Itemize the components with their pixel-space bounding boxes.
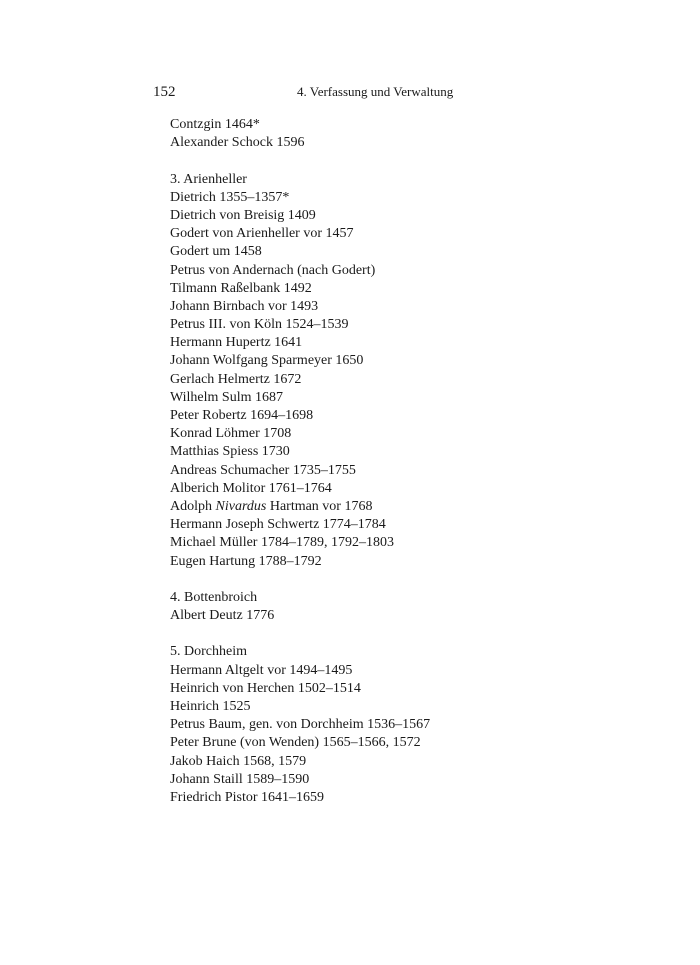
section-spacer bbox=[170, 152, 590, 170]
list-item: Contzgin 1464* bbox=[170, 117, 260, 132]
list-item: Albert Deutz 1776 bbox=[170, 608, 275, 624]
list-item: Peter Robertz 1694–1698 bbox=[170, 408, 314, 423]
section-title: 4. Bottenbroich bbox=[170, 589, 258, 605]
list-item: Petrus von Andernach (nach Godert) bbox=[170, 262, 376, 278]
list-item: Alberich Molitor 1761–1764 bbox=[170, 480, 332, 496]
entry-italic-text: Nivardus bbox=[215, 498, 267, 514]
list-item: Friedrich Pistor 1641–1659 bbox=[170, 789, 324, 805]
list-item: Johann Wolfgang Sparmeyer 1650 bbox=[170, 353, 364, 369]
list-item: Hermann Hupertz 1641 bbox=[170, 335, 303, 351]
list-item: Godert um 1458 bbox=[170, 244, 262, 260]
section-spacer bbox=[170, 625, 590, 643]
section-title: 5. Dorchheim bbox=[170, 644, 247, 660]
list-item: Andreas Schumacher 1735–1755 bbox=[170, 462, 356, 478]
list-item: Hermann Joseph Schwertz 1774–1784 bbox=[170, 517, 386, 533]
section-title: 3. Arienheller bbox=[170, 171, 247, 187]
list-item: Jakob Haich 1568, 1579 bbox=[170, 753, 307, 769]
list-item: Dietrich 1355–1357* bbox=[170, 189, 290, 205]
page-number: 152 bbox=[153, 84, 176, 100]
list-item: Konrad Löhmer 1708 bbox=[170, 426, 292, 442]
entry-text: Hartman vor 1768 bbox=[266, 498, 373, 514]
list-item: Peter Brune (von Wenden) 1565–1566, 1572 bbox=[170, 735, 421, 751]
list-content bbox=[170, 116, 590, 807]
section-spacer bbox=[170, 571, 590, 589]
list-item: Hermann Altgelt vor 1494–1495 bbox=[170, 662, 353, 678]
list-item: Johann Birnbach vor 1493 bbox=[170, 298, 319, 314]
list-item: Dietrich von Breisig 1409 bbox=[170, 207, 316, 223]
list-item: Michael Müller 1784–1789, 1792–1803 bbox=[170, 535, 394, 551]
list-item: Petrus III. von Köln 1524–1539 bbox=[170, 317, 349, 333]
list-item: Heinrich von Herchen 1502–1514 bbox=[170, 680, 361, 696]
list-item: Eugen Hartung 1788–1792 bbox=[170, 553, 322, 569]
list-item: Tilmann Raßelbank 1492 bbox=[170, 280, 312, 296]
list-item: Alexander Schock 1596 bbox=[170, 135, 305, 151]
list-item: Heinrich 1525 bbox=[170, 699, 251, 714]
list-item: Gerlach Helmertz 1672 bbox=[170, 371, 302, 387]
list-item: Johann Staill 1589–1590 bbox=[170, 771, 310, 787]
list-item: Matthias Spiess 1730 bbox=[170, 444, 290, 460]
list-item: Godert von Arienheller vor 1457 bbox=[170, 226, 354, 242]
page-header bbox=[153, 84, 453, 104]
running-head: 4. Verfassung und Verwaltung bbox=[297, 84, 454, 99]
list-item: Wilhelm Sulm 1687 bbox=[170, 389, 283, 405]
list-item bbox=[170, 498, 590, 516]
list-item: Petrus Baum, gen. von Dorchheim 1536–1567 bbox=[170, 717, 431, 733]
entry-text: Adolph bbox=[170, 498, 216, 514]
